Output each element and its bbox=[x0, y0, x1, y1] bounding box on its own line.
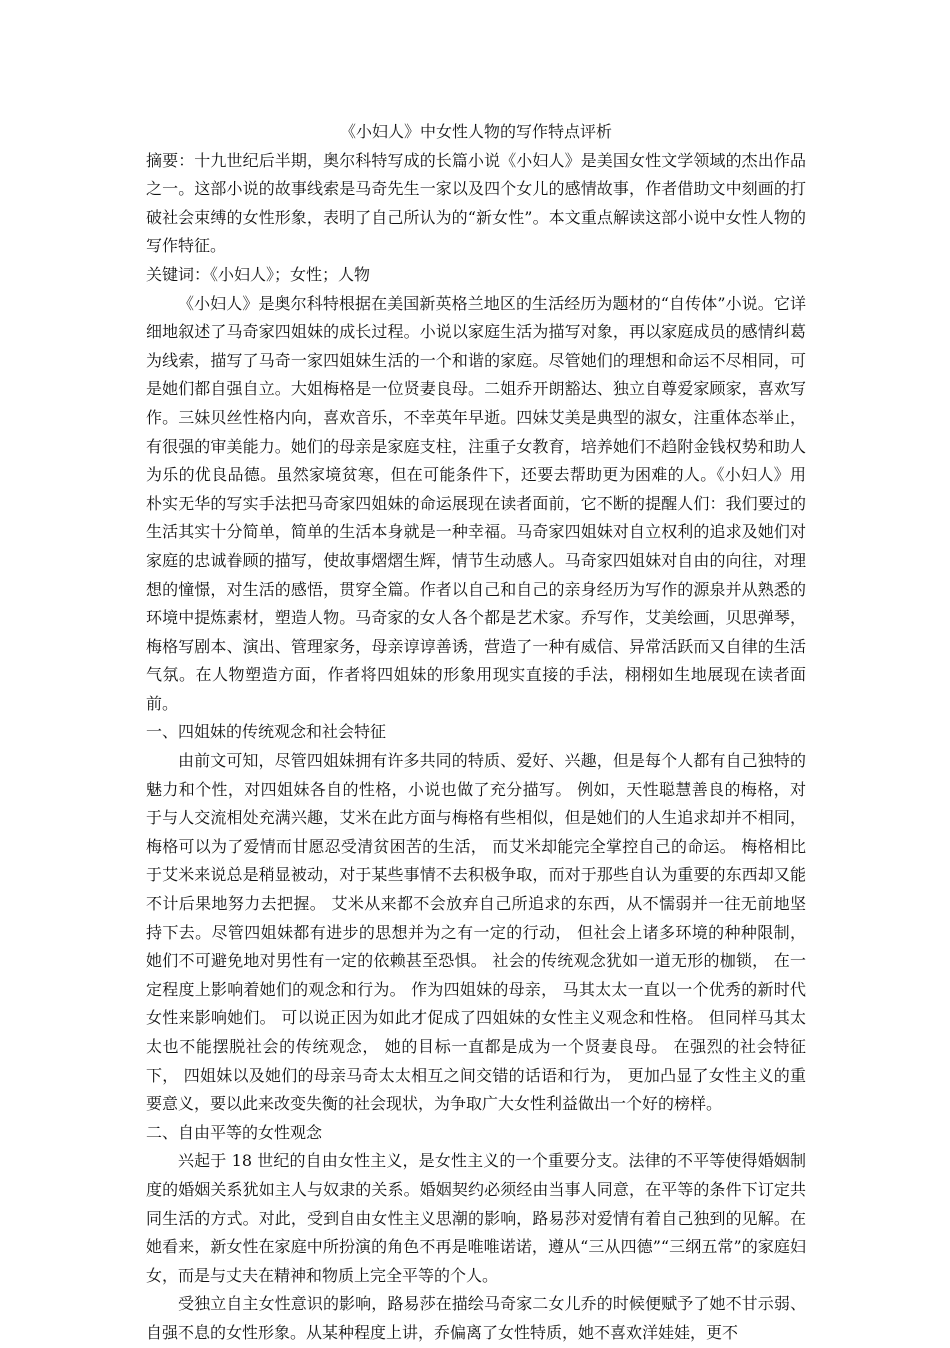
abstract-paragraph: 摘要：十九世纪后半期，奥尔科特写成的长篇小说《小妇人》是美国女性文学领域的杰出作品之一。这部小说的故事线索是马奇先生一家以及四个女儿的感情故事，作者借助文中刻画的打破社会束缚的女性形象，表明了自己所认为的“新女性”。本文重点解读这部小说中女性人物的写作特征。 bbox=[146, 150, 806, 256]
section-1-heading: 一、四姐妹的传统观念和社会特征 bbox=[146, 722, 387, 742]
intro-paragraph: 《小妇人》是奥尔科特根据在美国新英格兰地区的生活经历为题材的“自传体”小说。它详细地叙述了马奇家四姐妹的成长过程。小说以家庭生活为描写对象，再以家庭成员的感情纠葛为线索，描写了马奇一家四姐妹生活的一个和谐的家庭。尽管她们的理想和命运不尽相同，可是她们都自强自立。大姐梅格是一位贤妻良母。二姐乔开朗豁达、独立自尊爱家顾家，喜欢写作。三妹贝丝性格内向，喜欢音乐，不幸英年早逝。四妹艾美是典型的淑女，注重体态举止，有很强的审美能力。她们的母亲是家庭支柱，注重子女教育，培养她们不趋附金钱权势和助人为乐的优良品德。虽然家境贫寒，但在可能条件下，还要去帮助更为困难的人。《小妇人》用朴实无华的写实手法把马奇家四姐妹的命运展现在读者面前，它不断的提醒人们：我们要过的生活其实十分简单，简单的生活本身就是一种幸福。马奇家四姐妹对自立权利的追求及她们对家庭的忠诚眷顾的描写，使故事熠熠生辉，情节生动感人。马奇家四姐妹对自由的向往，对理想的憧憬，对生活的感悟，贯穿全篇。作者以自己和自己的亲身经历为写作的源泉并从熟悉的环境中提炼素材，塑造人物。马奇家的女人各个都是艺术家。乔写作，艾美绘画，贝思弹琴，梅格写剧本、演出、管理家务，母亲谆谆善诱，营造了一种有威信、异常活跃而又自律的生活气氛。在人物塑造方面，作者将四姐妹的形象用现实直接的手法，栩栩如生地展现在读者面前。 bbox=[146, 293, 806, 713]
section-2-paragraph-2: 受独立自主女性意识的影响，路易莎在描绘马奇家二女儿乔的时候便赋予了她不甘示弱、自强不息的女性形象。从某种程度上讲，乔偏离了女性特质，她不喜欢洋娃娃，更不 bbox=[146, 1294, 806, 1342]
section-2-paragraph-1: 兴起于 18 世纪的自由女性主义，是女性主义的一个重要分支。法律的不平等使得婚姻制度的婚姻关系犹如主人与奴隶的关系。婚姻契约必须经由当事人同意，在平等的条件下订定共同生活的方式。对此，受到自由女性主义思潮的影响，路易莎对爱情有着自己独到的见解。在她看来，新女性在家庭中所扮演的角色不再是唯唯诺诺，遵从“三从四德”“三纲五常”的家庭妇女，而是与丈夫在精神和物质上完全平等的个人。 bbox=[146, 1151, 806, 1285]
document-page bbox=[146, 118, 806, 1348]
section-1-paragraph: 由前文可知，尽管四姐妹拥有许多共同的特质、爱好、兴趣，但是每个人都有自己独特的魅力和个性，对四姐妹各自的性格，小说也做了充分描写。 例如，天性聪慧善良的梅格，对于与人交流相处充满兴趣，艾米在此方面与梅格有些相似，但是她们的人生追求却并不相同， 梅格可以为了爱情而甘愿忍受清贫困苦的生活， 而艾米却能完全掌控自己的命运。 梅格相比于艾米来说总是稍显被动，对于某些事情不去积极争取，而对于那些自认为重要的东西却又能不计后果地努力去把握。 艾米从来都不会放弃自己所追求的东西，从不懦弱并一往无前地坚持下去。尽管四姐妹都有进步的思想并为之有一定的行动， 但社会上诸多环境的种种限制，她们不可避免地对男性有一定的依赖甚至恐惧。 社会的传统观念犹如一道无形的枷锁， 在一定程度上影响着她们的观念和行为。 作为四姐妹的母亲， 马其太太一直以一个优秀的新时代女性来影响她们。 可以说正因为如此才促成了四姐妹的女性主义观念和性格。 但同样马其太太也不能摆脱社会的传统观念， 她的目标一直都是成为一个贤妻良母。 在强烈的社会特征下， 四姐妹以及她们的母亲马奇太太相互之间交错的话语和行为， 更加凸显了女性主义的重要意义，要以此来改变失衡的社会现状，为争取广大女性利益做出一个好的榜样。 bbox=[146, 751, 806, 1114]
document-title: 《小妇人》中女性人物的写作特点评析 bbox=[339, 122, 612, 141]
keywords-line: 关键词：《小妇人》；女性；人物 bbox=[146, 264, 371, 284]
section-2-heading: 二、自由平等的女性观念 bbox=[146, 1122, 323, 1142]
